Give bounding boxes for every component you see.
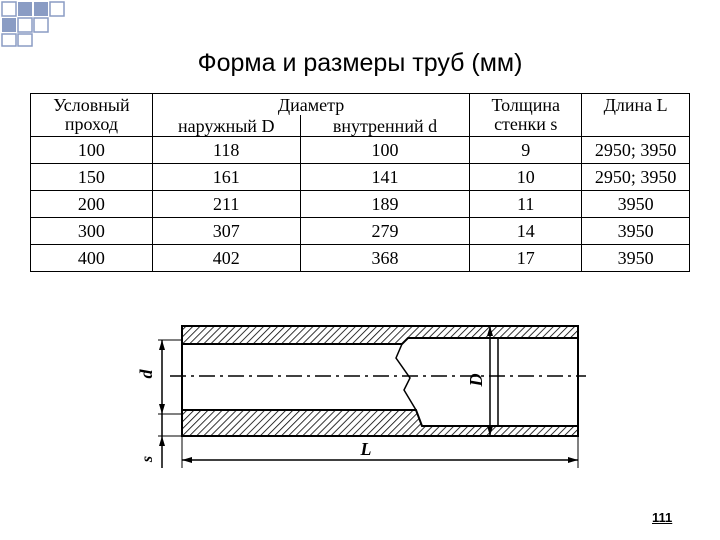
cell-bore: 100	[31, 137, 153, 164]
page-title: Форма и размеры труб (мм)	[197, 49, 523, 77]
cell-bore: 300	[31, 218, 153, 245]
cell-outer: 161	[152, 164, 300, 191]
cell-length: 3950	[582, 218, 690, 245]
label-s: s	[139, 455, 156, 463]
pipe-dimensions-table	[30, 93, 690, 272]
cell-outer: 402	[152, 245, 300, 272]
cell-length: 3950	[582, 245, 690, 272]
table-row	[31, 137, 690, 164]
pipe-wall-top	[182, 326, 578, 344]
page-number: 111	[652, 510, 673, 525]
cell-wall: 10	[470, 164, 582, 191]
cell-length: 2950; 3950	[582, 137, 690, 164]
cell-bore: 400	[31, 245, 153, 272]
header-wall-thickness: Толщина стенки s	[470, 94, 582, 137]
cell-inner: 141	[300, 164, 470, 191]
corner-decoration	[0, 0, 80, 48]
cell-length: 3950	[582, 191, 690, 218]
table-row	[31, 218, 690, 245]
cell-bore: 150	[31, 164, 153, 191]
label-L: L	[360, 439, 372, 459]
table-row	[31, 164, 690, 191]
cell-outer: 118	[152, 137, 300, 164]
cell-inner: 189	[300, 191, 470, 218]
table-row	[31, 245, 690, 272]
header-length: Длина L	[582, 94, 690, 137]
header-inner-diameter: внутренний d	[300, 115, 470, 137]
pipe-drawing	[130, 318, 590, 480]
label-d: d	[136, 369, 156, 379]
cell-wall: 9	[470, 137, 582, 164]
header-diameter: Диаметр	[152, 94, 469, 116]
header-outer-diameter: наружный D	[152, 115, 300, 137]
table-row	[31, 191, 690, 218]
cell-inner: 279	[300, 218, 470, 245]
cell-length: 2950; 3950	[582, 164, 690, 191]
cell-inner: 100	[300, 137, 470, 164]
cell-outer: 307	[152, 218, 300, 245]
label-D: D	[466, 373, 486, 387]
cell-wall: 11	[470, 191, 582, 218]
break-line	[396, 344, 416, 410]
cell-inner: 368	[300, 245, 470, 272]
cell-wall: 14	[470, 218, 582, 245]
pipe-wall-bottom	[182, 410, 578, 436]
header-nominal-bore: Условный проход	[31, 94, 153, 137]
cell-wall: 17	[470, 245, 582, 272]
cell-outer: 211	[152, 191, 300, 218]
cell-bore: 200	[31, 191, 153, 218]
